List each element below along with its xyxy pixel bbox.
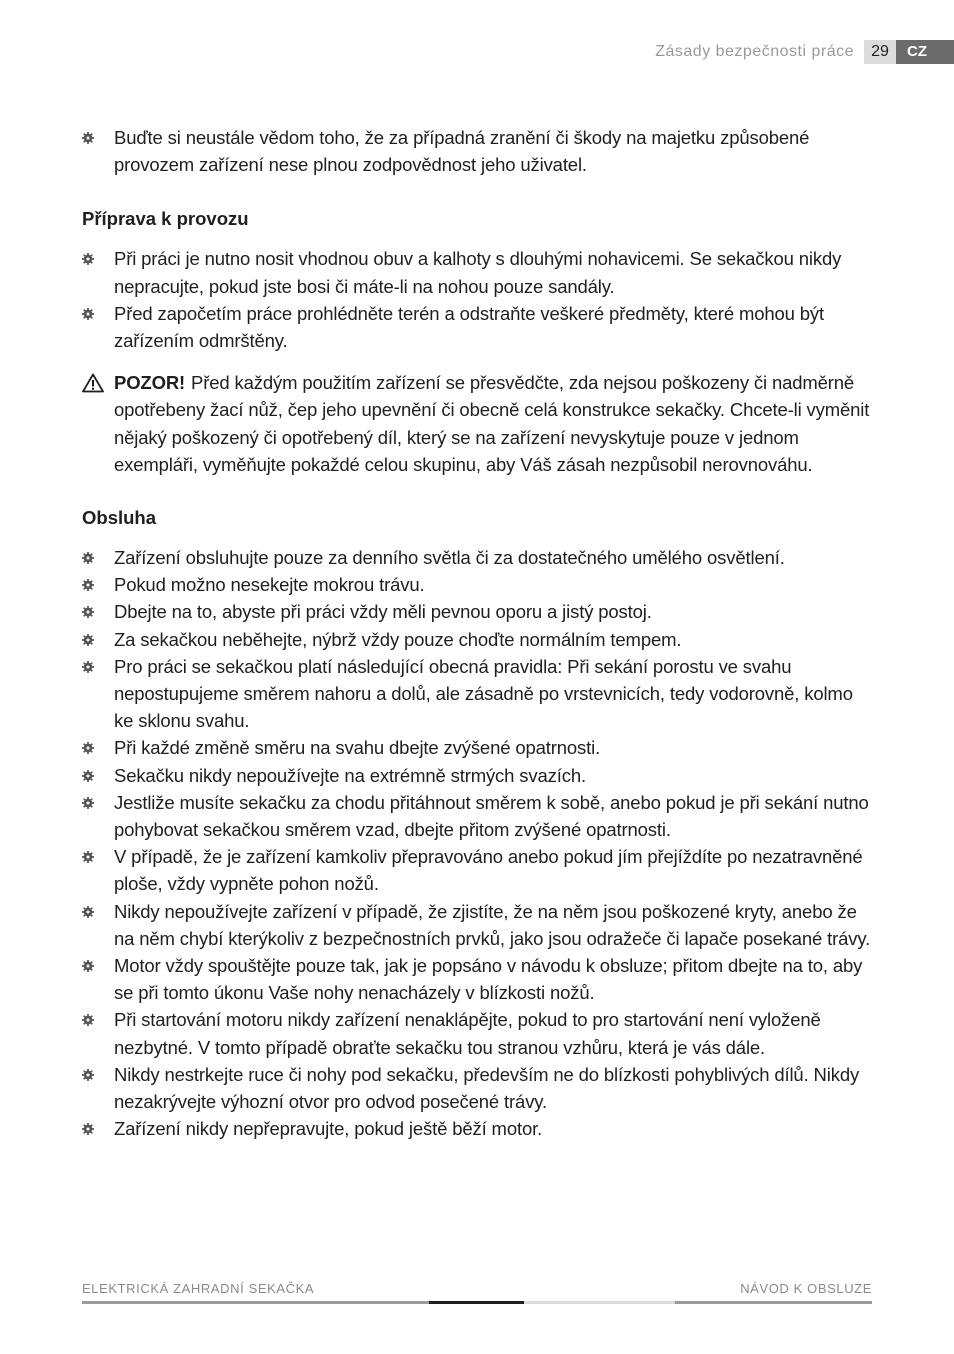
list-item-text: Zařízení nikdy nepřepravujte, pokud ještě běží motor. bbox=[114, 1118, 543, 1140]
gear-bullet-icon bbox=[82, 308, 94, 320]
list-item bbox=[82, 843, 872, 897]
gear-bullet-icon bbox=[82, 1123, 94, 1135]
list-item-text: Jestliže musíte sekačku za chodu přitáhnout směrem k sobě, anebo pokud je při sekání nutno pohybovat sekačkou směrem vzad, dbejte přitom zvýšené opatrnosti. bbox=[114, 791, 869, 841]
list-item bbox=[82, 653, 872, 735]
gear-bullet-icon bbox=[82, 1069, 94, 1081]
list-item bbox=[82, 626, 872, 653]
list-item bbox=[82, 1006, 872, 1060]
gear-bullet-icon bbox=[82, 634, 94, 646]
gear-bullet-icon bbox=[82, 851, 94, 863]
gear-bullet-icon bbox=[82, 132, 94, 144]
list-item bbox=[82, 952, 872, 1006]
list-item-text: Při startování motoru nikdy zařízení nenaklápějte, pokud to pro startování není vyloženě nezbytné. V tomto případě obraťte sekačku tou stranou vzhůru, která je vás dále. bbox=[114, 1009, 821, 1058]
list-item bbox=[82, 1115, 872, 1142]
page-footer bbox=[82, 1279, 872, 1309]
list-item-text: Před započetím práce prohlédněte terén a odstraňte veškeré předměty, které mohou být zařízením odmrštěny. bbox=[114, 302, 824, 352]
gear-bullet-icon bbox=[82, 661, 94, 673]
warning-label: POZOR! bbox=[114, 372, 186, 394]
footer-manual-title: NÁVOD K OBSLUZE bbox=[740, 1281, 872, 1296]
list-item bbox=[82, 1061, 872, 1115]
list-item-text: Zařízení obsluhujte pouze za denního světla či za dostatečného umělého osvětlení. bbox=[114, 547, 785, 569]
language-badge: CZ bbox=[896, 40, 954, 64]
list-item-text: Dbejte na to, abyste při práci vždy měli pevnou oporu a jistý postoj. bbox=[114, 601, 652, 623]
list-item bbox=[82, 300, 872, 354]
list-item-text: Při práci je nutno nosit vhodnou obuv a kalhoty s dlouhými nohavicemi. Se sekačkou nikdy nepracujte, pokud jste bosi či máte-li na nohou pouze sandály. bbox=[114, 248, 842, 297]
list-item bbox=[82, 245, 872, 299]
gear-bullet-icon bbox=[82, 960, 94, 972]
list-item bbox=[82, 762, 872, 789]
gear-bullet-icon bbox=[82, 770, 94, 782]
list-item-text: Pro práci se sekačkou platí následující obecná pravidla: Při sekání porostu ve svahu nepostupujeme směrem nahoru a dolů, ale zásadně po vrstevnicích, tedy vodorovně, kolmo ke sklonu svahu. bbox=[114, 655, 853, 732]
list-item-text: Pokud možno nesekejte mokrou trávu. bbox=[114, 574, 425, 596]
list-item-text: Buďte si neustále vědom toho, že za případná zranění či škody na majetku způsobené provozem zařízení nese plnou zodpovědnost jeho uživatel. bbox=[114, 127, 810, 176]
header-title: Zásady bezpečnosti práce bbox=[655, 43, 854, 60]
gear-bullet-icon bbox=[82, 797, 94, 809]
list-item-text: Nikdy nepoužívejte zařízení v případě, že zjistíte, že na něm jsou poškozené kryty, anebo že na něm chybí kterýkoliv z bezpečnostních prvků, jako jsou odražeče či lapače posekané trávy. bbox=[114, 900, 871, 949]
list-item bbox=[82, 544, 872, 571]
list-item-text: V případě, že je zařízení kamkoliv přepravováno anebo pokud jím přejíždíte po nezatravněné ploše, vždy vypněte pohon nožů. bbox=[114, 846, 863, 895]
list-item-text: Za sekačkou neběhejte, nýbrž vždy pouze choďte normálním tempem. bbox=[114, 628, 682, 650]
footer-rule-segment bbox=[675, 1301, 872, 1304]
page-header bbox=[0, 40, 954, 64]
footer-rule-segment bbox=[429, 1301, 524, 1304]
section-heading-obsluha: Obsluha bbox=[82, 507, 157, 529]
priprava-list bbox=[82, 245, 872, 354]
page-number: 29 bbox=[864, 40, 896, 64]
footer-rule-segment bbox=[524, 1301, 675, 1304]
list-item bbox=[82, 571, 872, 598]
gear-bullet-icon bbox=[82, 253, 94, 265]
footer-product-name: ELEKTRICKÁ ZAHRADNÍ SEKAČKA bbox=[82, 1281, 315, 1296]
list-item-text: Motor vždy spouštějte pouze tak, jak je popsáno v návodu k obsluze; přitom dbejte na to, aby se při tomto úkonu Vaše nohy nenacházely v blízkosti nožů. bbox=[114, 955, 863, 1004]
list-item bbox=[82, 598, 872, 625]
list-item-text: Sekačku nikdy nepoužívejte na extrémně strmých svazích. bbox=[114, 764, 586, 786]
intro-list bbox=[82, 124, 872, 178]
warning-triangle-icon bbox=[82, 373, 104, 393]
page-content bbox=[82, 124, 872, 1143]
obsluha-list bbox=[82, 544, 872, 1142]
warning-block bbox=[82, 369, 872, 478]
list-item bbox=[82, 124, 872, 178]
list-item bbox=[82, 898, 872, 952]
gear-bullet-icon bbox=[82, 552, 94, 564]
gear-bullet-icon bbox=[82, 1014, 94, 1026]
list-item-text: Nikdy nestrkejte ruce či nohy pod sekačku, především ne do blízkosti pohyblivých dílů. Nikdy nezakrývejte výhozní otvor pro odvod posečené trávy. bbox=[114, 1063, 860, 1113]
gear-bullet-icon bbox=[82, 606, 94, 618]
footer-rule-segment bbox=[82, 1301, 429, 1304]
warning-text: Před každým použitím zařízení se přesvědčte, zda nejsou poškozeny či nadměrně opotřebeny žací nůž, čep jeho upevnění či obecně celá konstrukce sekačky. Chcete-li vyměnit nějaký poškozený či opotřebený díl, který se na zařízení nevyskytuje pouze v jednom exempláři, vyměňujte pokaždé celou skupinu, aby Váš zásah nezpůsobil nerovnováhu. bbox=[114, 372, 870, 475]
list-item bbox=[82, 789, 872, 843]
list-item bbox=[82, 734, 872, 761]
gear-bullet-icon bbox=[82, 742, 94, 754]
list-item-text: Při každé změně směru na svahu dbejte zvýšené opatrnosti. bbox=[114, 737, 601, 759]
section-heading-priprava: Příprava k provozu bbox=[82, 208, 249, 230]
gear-bullet-icon bbox=[82, 906, 94, 918]
gear-bullet-icon bbox=[82, 579, 94, 591]
